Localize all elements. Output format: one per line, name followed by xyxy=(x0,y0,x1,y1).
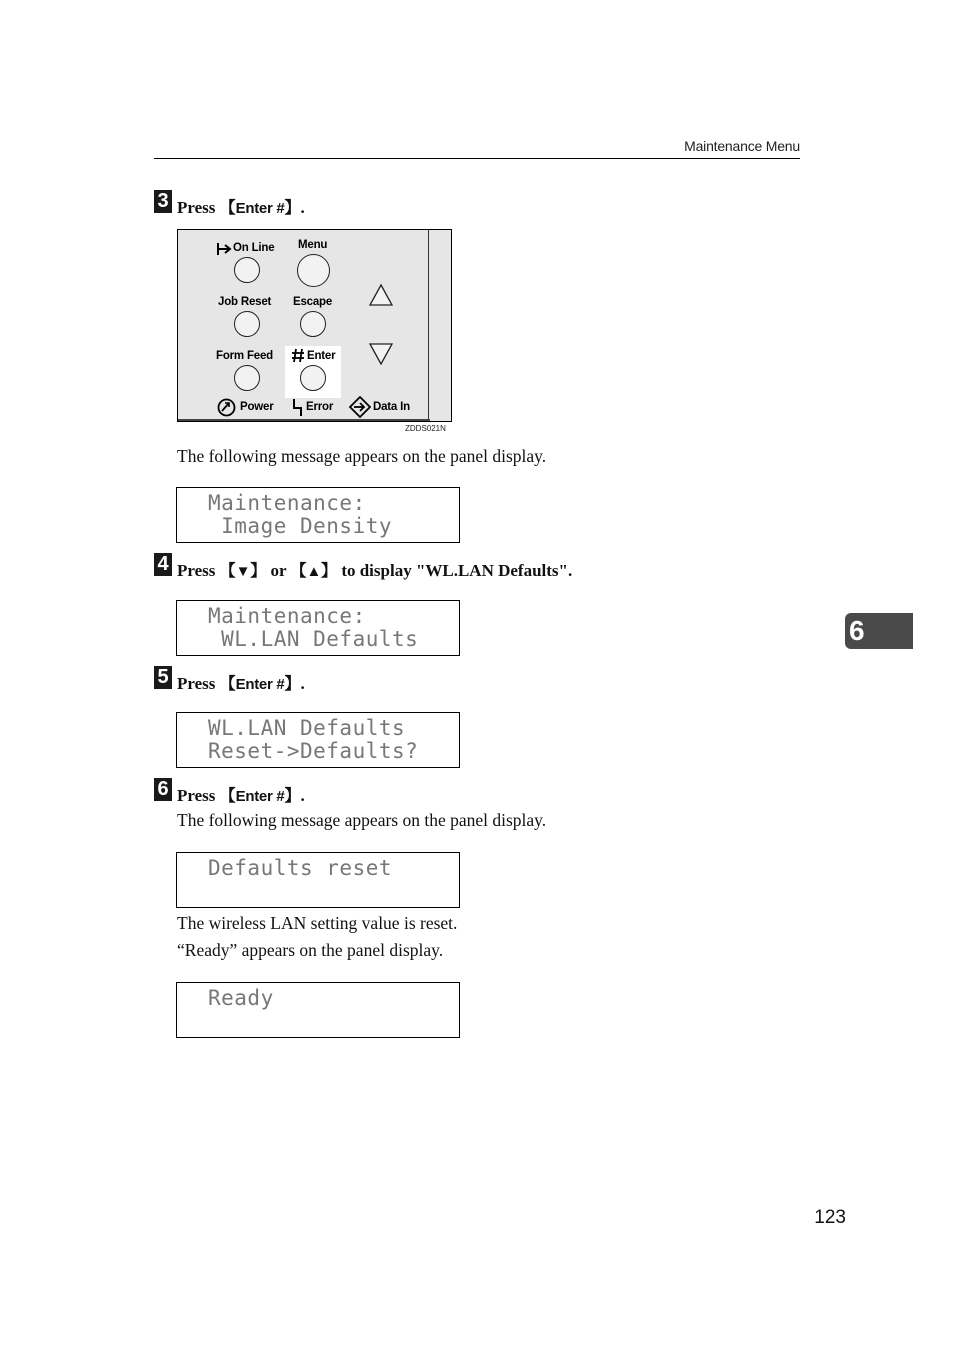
step-suffix: . xyxy=(300,786,305,805)
on-line-label: On Line xyxy=(233,242,275,254)
key-label: Enter # xyxy=(235,788,285,805)
bracket-close: 】 xyxy=(284,198,301,217)
lcd-line-2: WL.LAN Defaults xyxy=(208,627,419,651)
step-number: 4 xyxy=(154,553,172,576)
job-reset-button[interactable] xyxy=(234,311,260,337)
figure-code: ZDDS021N xyxy=(405,424,446,433)
lcd-line-1: Maintenance: xyxy=(208,604,366,628)
step-4-instruction xyxy=(177,558,572,581)
escape-button[interactable] xyxy=(300,311,326,337)
lcd-line-1: Maintenance: xyxy=(208,491,366,515)
header-rule xyxy=(154,158,800,159)
lcd-display xyxy=(176,712,460,768)
enter-label: Enter xyxy=(307,350,336,362)
key-label: Enter # xyxy=(235,200,285,217)
lcd-display xyxy=(176,487,460,543)
panel-edge xyxy=(428,230,429,421)
menu-button[interactable] xyxy=(297,254,330,287)
bracket-open: 【 xyxy=(290,561,307,580)
bracket-open: 【 xyxy=(219,198,236,217)
bracket-close: 】 xyxy=(284,786,301,805)
hash-icon xyxy=(291,348,305,363)
lcd-line-1: Ready xyxy=(208,986,274,1010)
lcd-display xyxy=(176,600,460,656)
form-feed-button[interactable] xyxy=(234,365,260,391)
step-6-instruction xyxy=(177,783,305,806)
data-in-icon xyxy=(349,396,371,418)
step-suffix: . xyxy=(300,198,305,217)
step-number: 5 xyxy=(154,666,172,689)
on-line-icon xyxy=(216,242,232,256)
error-label: Error xyxy=(306,401,334,413)
key-label: Enter # xyxy=(235,676,285,693)
bracket-open: 【 xyxy=(219,561,236,580)
step-number: 6 xyxy=(154,778,172,801)
step-prefix: Press xyxy=(177,674,220,693)
ready-note-text: “Ready” appears on the panel display. xyxy=(177,940,444,960)
bracket-close: 】 xyxy=(250,561,267,580)
form-feed-label: Form Feed xyxy=(216,350,273,362)
up-key-label: ▲ xyxy=(306,563,322,580)
down-key-label: ▼ xyxy=(235,563,251,580)
step-3-instruction xyxy=(177,195,305,218)
escape-label: Escape xyxy=(293,296,333,308)
down-arrow-icon[interactable] xyxy=(368,342,394,366)
data-in-label: Data In xyxy=(373,401,410,413)
step-suffix: . xyxy=(300,674,305,693)
panel-message-text: The following message appears on the panel display. xyxy=(177,810,547,830)
lcd-display xyxy=(176,982,460,1038)
lcd-line-2: Image Density xyxy=(208,514,393,538)
panel-message-text: The following message appears on the panel display. xyxy=(177,446,547,466)
menu-label: Menu xyxy=(298,239,328,251)
lcd-line-1: Defaults reset xyxy=(208,856,393,880)
step-prefix: Press xyxy=(177,561,220,580)
step-suffix: to display "WL.LAN Defaults". xyxy=(337,561,573,580)
up-arrow-icon[interactable] xyxy=(368,283,394,307)
bracket-open: 【 xyxy=(219,674,236,693)
bracket-close: 】 xyxy=(321,561,338,580)
header-title: Maintenance Menu xyxy=(684,138,800,154)
lcd-line-1: WL.LAN Defaults xyxy=(208,716,406,740)
step-middle: or xyxy=(266,561,291,580)
job-reset-label: Job Reset xyxy=(218,296,272,308)
control-panel-illustration xyxy=(177,229,452,422)
power-label: Power xyxy=(240,401,274,413)
lcd-line-2: Reset->Defaults? xyxy=(208,739,419,763)
lcd-display xyxy=(176,852,460,908)
panel-edge xyxy=(178,419,430,421)
reset-note-text: The wireless LAN setting value is reset. xyxy=(177,913,458,933)
power-icon xyxy=(217,398,236,417)
step-number: 3 xyxy=(154,190,172,213)
enter-button[interactable] xyxy=(300,365,326,391)
bracket-close: 】 xyxy=(284,674,301,693)
chapter-tab: 6 xyxy=(845,613,913,649)
error-icon xyxy=(292,398,304,417)
step-prefix: Press xyxy=(177,198,220,217)
on-line-button[interactable] xyxy=(234,257,260,283)
step-prefix: Press xyxy=(177,786,220,805)
page-number: 123 xyxy=(814,1207,846,1228)
bracket-open: 【 xyxy=(219,786,236,805)
step-5-instruction xyxy=(177,671,305,694)
